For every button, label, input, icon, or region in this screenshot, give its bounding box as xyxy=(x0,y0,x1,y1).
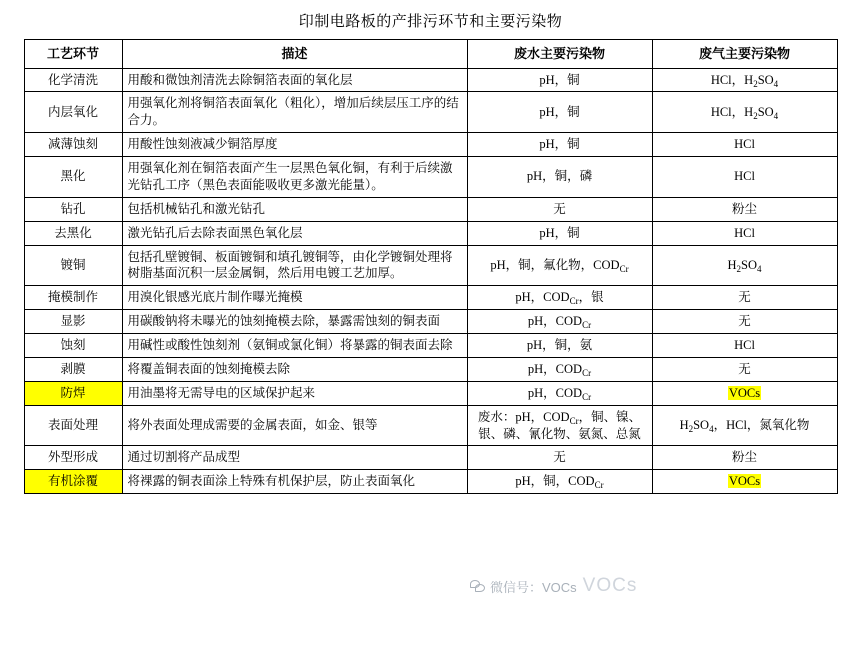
cell-wastewater: pH，铜 xyxy=(467,92,652,133)
watermark-account: 微信号：VOCs xyxy=(490,579,577,595)
cell-description: 将覆盖铜表面的蚀刻掩模去除 xyxy=(122,357,467,381)
table-row xyxy=(24,310,837,334)
cell-wastewater: pH，铜，氨 xyxy=(467,334,652,358)
table-row xyxy=(24,133,837,157)
cell-stage: 外型形成 xyxy=(24,446,122,470)
cell-stage: 化学清洗 xyxy=(24,68,122,92)
table-row xyxy=(24,68,837,92)
table-body xyxy=(24,68,837,494)
cell-waste-gas: 无 xyxy=(652,286,837,310)
cell-wastewater: pH，铜 xyxy=(467,221,652,245)
cell-wastewater: pH，$COD_{Cr}$，银 xyxy=(467,286,652,310)
column-header-description: 描述 xyxy=(122,40,467,69)
cell-stage: 钻孔 xyxy=(24,197,122,221)
cell-waste-gas: 粉尘 xyxy=(652,446,837,470)
table-row xyxy=(24,357,837,381)
cell-wastewater: pH，铜，氟化物，$COD_{Cr}$ xyxy=(467,245,652,286)
cell-waste-gas: 粉尘 xyxy=(652,197,837,221)
watermark xyxy=(470,566,850,606)
cell-description: 用强氧化剂将铜箔表面氧化（粗化），增加后续层压工序的结合力。 xyxy=(122,92,467,133)
column-header-stage: 工艺环节 xyxy=(24,40,122,69)
table-row xyxy=(24,221,837,245)
cell-waste-gas: 无 xyxy=(652,357,837,381)
cell-stage: 内层氧化 xyxy=(24,92,122,133)
table-row xyxy=(24,470,837,494)
cell-wastewater: pH，铜 xyxy=(467,133,652,157)
cell-wastewater: pH，$COD_{Cr}$ xyxy=(467,357,652,381)
table-row xyxy=(24,157,837,198)
cell-description: 用溴化银感光底片制作曝光掩模 xyxy=(122,286,467,310)
cell-stage: 显影 xyxy=(24,310,122,334)
cell-waste-gas: HCl，$H_2SO_4$ xyxy=(652,92,837,133)
cell-waste-gas: VOCs xyxy=(652,381,837,405)
table-row xyxy=(24,197,837,221)
cell-wastewater: pH，铜，$COD_{Cr}$ xyxy=(467,470,652,494)
column-header-wastewater: 废水主要污染物 xyxy=(467,40,652,69)
table-row xyxy=(24,334,837,358)
table-row xyxy=(24,245,837,286)
cell-stage: 有机涂覆 xyxy=(24,470,122,494)
cell-wastewater: pH，铜，磷 xyxy=(467,157,652,198)
cell-stage: 掩模制作 xyxy=(24,286,122,310)
cell-waste-gas: VOCs xyxy=(652,470,837,494)
cell-waste-gas: 无 xyxy=(652,310,837,334)
cell-description: 激光钻孔后去除表面黑色氧化层 xyxy=(122,221,467,245)
table-row xyxy=(24,446,837,470)
cell-waste-gas: $H_2SO_4$ xyxy=(652,245,837,286)
cell-stage: 镀铜 xyxy=(24,245,122,286)
cell-stage: 表面处理 xyxy=(24,405,122,446)
table-row xyxy=(24,405,837,446)
table-header-row xyxy=(24,40,837,69)
cell-waste-gas: HCl xyxy=(652,221,837,245)
cell-description: 用酸性蚀刻液减少铜箔厚度 xyxy=(122,133,467,157)
cell-wastewater: pH，$COD_{Cr}$ xyxy=(467,381,652,405)
cell-waste-gas: HCl xyxy=(652,133,837,157)
cell-description: 用酸和微蚀剂清洗去除铜箔表面的氧化层 xyxy=(122,68,467,92)
cell-description: 包括机械钻孔和激光钻孔 xyxy=(122,197,467,221)
cell-description: 将外表面处理成需要的金属表面，如金、银等 xyxy=(122,405,467,446)
cell-description: 用碳酸钠将未曝光的蚀刻掩模去除，暴露需蚀刻的铜表面 xyxy=(122,310,467,334)
watermark-brand: VOCs xyxy=(582,575,638,596)
cell-stage: 剥膜 xyxy=(24,357,122,381)
wechat-icon xyxy=(470,580,486,593)
table-row xyxy=(24,286,837,310)
cell-waste-gas: HCl xyxy=(652,157,837,198)
cell-stage: 防焊 xyxy=(24,381,122,405)
cell-stage: 减薄蚀刻 xyxy=(24,133,122,157)
cell-description: 用碱性或酸性蚀刻剂（氨铜或氯化铜）将暴露的铜表面去除 xyxy=(122,334,467,358)
cell-description: 用强氧化剂在铜箔表面产生一层黑色氧化铜，有利于后续激光钻孔工序（黑色表面能吸收更多激光能量）。 xyxy=(122,157,467,198)
column-header-waste-gas: 废气主要污染物 xyxy=(652,40,837,69)
pollution-table xyxy=(24,39,838,494)
cell-waste-gas: HCl，$H_2SO_4$ xyxy=(652,68,837,92)
cell-description: 用油墨将无需导电的区域保护起来 xyxy=(122,381,467,405)
cell-wastewater: pH，铜 xyxy=(467,68,652,92)
cell-stage: 蚀刻 xyxy=(24,334,122,358)
cell-wastewater: 无 xyxy=(467,446,652,470)
page-title: 印制电路板的产排污环节和主要污染物 xyxy=(298,14,563,30)
cell-description: 将裸露的铜表面涂上特殊有机保护层，防止表面氧化 xyxy=(122,470,467,494)
table-row xyxy=(24,92,837,133)
table-row xyxy=(24,381,837,405)
cell-stage: 黑化 xyxy=(24,157,122,198)
cell-description: 包括孔壁镀铜、板面镀铜和填孔镀铜等，由化学镀铜处理将树脂基面沉积一层金属铜，然后用电镀工艺加厚。 xyxy=(122,245,467,286)
cell-waste-gas: HCl xyxy=(652,334,837,358)
cell-wastewater: 废水：pH，$COD_{Cr}$，铜、镍、银、磷、氰化物、氨氮、总氮 xyxy=(467,405,652,446)
cell-wastewater: 无 xyxy=(467,197,652,221)
cell-wastewater: pH，$COD_{Cr}$ xyxy=(467,310,652,334)
cell-waste-gas: $H_2SO_4$，HCl，氮氧化物 xyxy=(652,405,837,446)
cell-description: 通过切割将产品成型 xyxy=(122,446,467,470)
cell-stage: 去黑化 xyxy=(24,221,122,245)
